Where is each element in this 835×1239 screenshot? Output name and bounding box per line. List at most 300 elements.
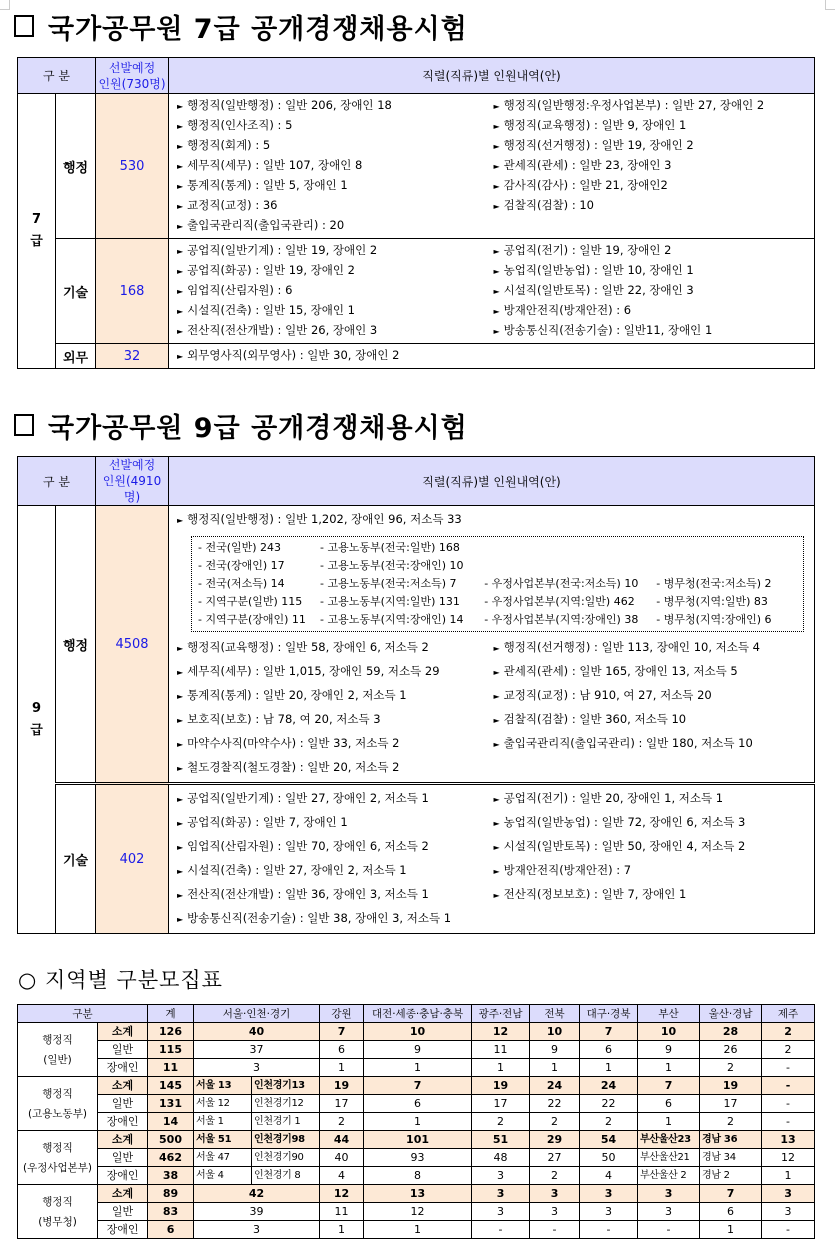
row-total: 89 <box>148 1185 194 1203</box>
region-cell: 24 <box>580 1077 638 1095</box>
region-cell: 24 <box>530 1077 580 1095</box>
list-item <box>177 136 494 156</box>
item-text: 관세직(관세) : 일반 165, 장애인 13, 저소득 5 <box>503 664 738 678</box>
region-cell: - <box>580 1221 638 1239</box>
list-item <box>494 96 811 116</box>
triangle-right-icon: ► <box>493 891 500 900</box>
metro-cell: 37 <box>194 1041 320 1059</box>
list-item <box>494 660 811 684</box>
header-quota <box>96 58 169 94</box>
region-cell: 19 <box>472 1077 530 1095</box>
row-total: 14 <box>148 1113 194 1131</box>
breakdown-row <box>198 539 797 557</box>
region-cell: 11 <box>320 1203 364 1221</box>
region-cell: 4 <box>320 1167 364 1185</box>
list-item <box>177 883 494 907</box>
breakdown-item <box>656 539 797 557</box>
list-item <box>494 732 811 756</box>
region-cell: 17 <box>320 1095 364 1113</box>
breakdown-item: - 우정사업본부(전국:저소득) 10 <box>484 577 639 590</box>
triangle-right-icon: ► <box>177 102 184 111</box>
item-text: 시설직(건축) : 일반 27, 장애인 2, 저소득 1 <box>187 863 407 877</box>
breakdown-item: - 병무청(전국:저소득) 2 <box>656 577 772 590</box>
region-cell: 26 <box>700 1041 762 1059</box>
region-cell: 4 <box>580 1167 638 1185</box>
item-text: 행정직(일반행정:우정사업본부) : 일반 27, 장애인 2 <box>503 98 765 112</box>
breakdown-item <box>484 539 656 557</box>
list-item <box>494 859 811 883</box>
row-type: 장애인 <box>98 1167 148 1185</box>
breakdown-item: - 병무청(지역:일반) 83 <box>656 595 768 608</box>
region-cell: 3 <box>472 1167 530 1185</box>
regional-data-row <box>18 1113 815 1131</box>
square-icon <box>14 15 34 37</box>
detail-right-col <box>494 636 811 780</box>
region-cell: 9 <box>364 1041 472 1059</box>
region-cell: - <box>472 1221 530 1239</box>
incheon-gyeonggi-cell: 인천경기13 <box>252 1077 320 1095</box>
triangle-right-icon: ► <box>177 668 184 677</box>
detail-left-col <box>177 346 494 366</box>
breakdown-item <box>656 557 797 575</box>
incheon-gyeonggi-cell: 인천경기 8 <box>252 1167 320 1185</box>
list-item <box>177 96 494 116</box>
list-item <box>177 660 494 684</box>
region-cell: 3 <box>638 1185 700 1203</box>
region-cell: 19 <box>320 1077 364 1095</box>
row-total: 115 <box>148 1041 194 1059</box>
list-item <box>494 281 811 301</box>
item-text: 농업직(일반농업) : 일반 10, 장애인 1 <box>503 263 694 277</box>
triangle-right-icon: ► <box>177 267 184 276</box>
breakdown-item: - 우정사업본부(지역:일반) 462 <box>484 595 635 608</box>
header-quota <box>96 457 169 506</box>
detail-left-col <box>177 241 494 341</box>
triangle-right-icon: ► <box>177 247 184 256</box>
list-item <box>177 216 494 236</box>
region-cell: 1 <box>530 1059 580 1077</box>
region-cell: 3 <box>762 1185 815 1203</box>
grade-number: 7 <box>31 212 42 227</box>
group-subname: (고용노동부) <box>28 1107 87 1120</box>
gyeongnam-cell: 경남 34 <box>700 1149 762 1167</box>
grade7-table <box>17 57 815 369</box>
triangle-right-icon: ► <box>177 182 184 191</box>
region-cell: 2 <box>320 1113 364 1131</box>
region-cell: 7 <box>364 1077 472 1095</box>
breakdown-item: - 지역구분(일반) 115 <box>198 595 303 608</box>
item-text: 시설직(일반토목) : 일반 22, 장애인 3 <box>503 283 694 297</box>
region-cell: - <box>762 1221 815 1239</box>
row-total: 83 <box>148 1203 194 1221</box>
detail-left-col <box>177 787 494 931</box>
list-item <box>494 156 811 176</box>
region-cell: 48 <box>472 1149 530 1167</box>
grade7-row-admin <box>18 94 815 239</box>
row-type: 소계 <box>98 1185 148 1203</box>
row-type: 소계 <box>98 1131 148 1149</box>
triangle-right-icon: ► <box>493 162 500 171</box>
region-cell: 13 <box>364 1185 472 1203</box>
region-cell: 12 <box>364 1203 472 1221</box>
breakdown-item: - 전국(장애인) 17 <box>198 559 285 572</box>
gyeongnam-cell: 경남 36 <box>700 1131 762 1149</box>
triangle-right-icon: ► <box>493 287 500 296</box>
list-item <box>177 708 494 732</box>
regional-data-row <box>18 1131 815 1149</box>
triangle-right-icon: ► <box>177 867 184 876</box>
regional-data-row <box>18 1059 815 1077</box>
list-item <box>177 301 494 321</box>
triangle-right-icon: ► <box>493 716 500 725</box>
region-cell: - <box>762 1095 815 1113</box>
triangle-right-icon: ► <box>177 287 184 296</box>
row-type: 장애인 <box>98 1059 148 1077</box>
incheon-gyeonggi-cell: 인천경기12 <box>252 1095 320 1113</box>
region-cell: 3 <box>530 1203 580 1221</box>
region-cell: 1 <box>472 1059 530 1077</box>
triangle-right-icon: ► <box>493 202 500 211</box>
item-text: 교정직(교정) : 36 <box>187 198 278 212</box>
item-text: 세무직(세무) : 일반 107, 장애인 8 <box>187 158 363 172</box>
metro-cell: 42 <box>194 1185 320 1203</box>
grade9-row-tech <box>18 784 815 934</box>
grade9-title <box>14 407 821 443</box>
group-name: 행정직 <box>42 1141 73 1154</box>
grade9-table <box>17 456 815 934</box>
item-text: 마약수사직(마약수사) : 일반 33, 저소득 2 <box>187 736 400 750</box>
metro-cell: 40 <box>194 1023 320 1041</box>
region-cell: 22 <box>530 1095 580 1113</box>
breakdown-row <box>198 593 797 611</box>
list-item <box>494 684 811 708</box>
detail-cell <box>169 344 815 369</box>
page-corner-right <box>825 0 835 10</box>
detail-right-col <box>494 96 811 236</box>
list-item <box>177 684 494 708</box>
category-cell: 행정 <box>56 94 96 239</box>
breakdown-row <box>198 611 797 629</box>
grade9-label <box>18 506 56 934</box>
region-cell: 17 <box>700 1095 762 1113</box>
metro-cell: 39 <box>194 1203 320 1221</box>
breakdown-item: - 전국(저소득) 14 <box>198 577 285 590</box>
list-item <box>177 156 494 176</box>
grade9-title-text: 국가공무원 9급 공개경쟁채용시험 <box>48 412 468 444</box>
region-cell: 6 <box>700 1203 762 1221</box>
triangle-right-icon: ► <box>493 327 500 336</box>
list-item <box>177 321 494 341</box>
region-cell: 6 <box>364 1095 472 1113</box>
triangle-right-icon: ► <box>493 644 500 653</box>
item-text: 관세직(관세) : 일반 23, 장애인 3 <box>503 158 672 172</box>
list-item <box>494 835 811 859</box>
breakdown-box <box>191 536 804 632</box>
item-text: 임업직(산림자원) : 6 <box>187 283 293 297</box>
list-item <box>177 508 810 532</box>
regional-data-row <box>18 1077 815 1095</box>
regional-title: ○ 지역별 구분모집표 <box>18 968 223 992</box>
quota-line1: 선발예정 <box>108 60 156 75</box>
list-item <box>177 636 494 660</box>
triangle-right-icon: ► <box>177 516 184 525</box>
triangle-right-icon: ► <box>177 222 184 231</box>
item-text: 통계직(통계) : 일반 5, 장애인 1 <box>187 178 348 192</box>
region-cell: 3 <box>472 1185 530 1203</box>
square-icon <box>14 414 34 436</box>
list-item <box>177 261 494 281</box>
row-type: 소계 <box>98 1023 148 1041</box>
item-text: 행정직(회계) : 5 <box>187 138 271 152</box>
triangle-right-icon: ► <box>493 267 500 276</box>
item-text: 전산직(전산개발) : 일반 26, 장애인 3 <box>187 323 378 337</box>
row-total: 11 <box>148 1059 194 1077</box>
region-cell: 1 <box>364 1221 472 1239</box>
seoul-cell: 서울 12 <box>194 1095 252 1113</box>
region-cell: 6 <box>638 1095 700 1113</box>
triangle-right-icon: ► <box>177 819 184 828</box>
region-cell: 29 <box>530 1131 580 1149</box>
triangle-right-icon: ► <box>493 819 500 828</box>
region-cell: - <box>762 1077 815 1095</box>
regional-data-row <box>18 1149 815 1167</box>
metro-cell: 3 <box>194 1059 320 1077</box>
region-cell: 3 <box>580 1185 638 1203</box>
seoul-cell: 서울 51 <box>194 1131 252 1149</box>
item-text: 전산직(전산개발) : 일반 36, 장애인 3, 저소득 1 <box>187 887 429 901</box>
detail-cell <box>169 94 815 239</box>
triangle-right-icon: ► <box>177 891 184 900</box>
item-text: 세무직(세무) : 일반 1,015, 장애인 59, 저소득 29 <box>187 664 440 678</box>
detail-right-col <box>494 241 811 341</box>
regional-header-row <box>18 1005 815 1023</box>
count-cell: 530 <box>96 94 169 239</box>
busan-cell: 부산울산23 <box>638 1131 700 1149</box>
region-cell: 11 <box>472 1041 530 1059</box>
region-cell: 6 <box>580 1041 638 1059</box>
row-total: 500 <box>148 1131 194 1149</box>
region-cell: 8 <box>364 1167 472 1185</box>
region-cell: 1 <box>320 1221 364 1239</box>
list-item <box>177 907 494 931</box>
detail-left-col <box>177 96 494 236</box>
region-cell: 17 <box>472 1095 530 1113</box>
region-cell: 54 <box>580 1131 638 1149</box>
region-cell: - <box>762 1059 815 1077</box>
triangle-right-icon: ► <box>493 182 500 191</box>
group-subname: (우정사업본부) <box>22 1161 93 1174</box>
header-category: 구 분 <box>18 457 96 506</box>
region-cell: 10 <box>364 1023 472 1041</box>
seoul-cell: 서울 47 <box>194 1149 252 1167</box>
grade7-header-row <box>18 58 815 94</box>
incheon-gyeonggi-cell: 인천경기 1 <box>252 1113 320 1131</box>
column-header: 계 <box>148 1005 194 1023</box>
region-cell: 3 <box>638 1203 700 1221</box>
header-detail: 직렬(직류)별 인원내역(안) <box>169 457 815 506</box>
region-cell: 9 <box>530 1041 580 1059</box>
column-header: 광주·전남 <box>472 1005 530 1023</box>
region-cell: 28 <box>700 1023 762 1041</box>
region-cell: 7 <box>580 1023 638 1041</box>
detail-right-col <box>494 787 811 931</box>
region-cell: 7 <box>320 1023 364 1041</box>
triangle-right-icon: ► <box>177 795 184 804</box>
list-item <box>494 301 811 321</box>
group-subname: (일반) <box>43 1053 72 1066</box>
row-total: 38 <box>148 1167 194 1185</box>
region-cell: 101 <box>364 1131 472 1149</box>
list-item <box>177 787 494 811</box>
row-total: 6 <box>148 1221 194 1239</box>
list-item <box>494 636 811 660</box>
detail-cell <box>169 784 815 934</box>
list-item <box>494 787 811 811</box>
list-item <box>494 708 811 732</box>
region-cell: 44 <box>320 1131 364 1149</box>
column-header: 울산·경남 <box>700 1005 762 1023</box>
item-text: 농업직(일반농업) : 일반 72, 장애인 6, 저소득 3 <box>503 815 746 829</box>
detail-left-col <box>177 636 494 780</box>
row-total: 462 <box>148 1149 194 1167</box>
row-type: 일반 <box>98 1203 148 1221</box>
count-cell: 168 <box>96 239 169 344</box>
group-name: 행정직 <box>42 1087 73 1100</box>
item-text: 보호직(보호) : 남 78, 여 20, 저소득 3 <box>187 712 381 726</box>
region-cell: 19 <box>700 1077 762 1095</box>
region-cell: - <box>530 1221 580 1239</box>
item-text: 방재안전직(방재안전) : 7 <box>503 863 632 877</box>
region-cell: 6 <box>320 1041 364 1059</box>
list-item <box>177 835 494 859</box>
region-cell: 1 <box>320 1059 364 1077</box>
breakdown-row <box>198 575 797 593</box>
regional-data-row <box>18 1221 815 1239</box>
list-item <box>177 176 494 196</box>
triangle-right-icon: ► <box>493 843 500 852</box>
region-cell: 50 <box>580 1149 638 1167</box>
item-text: 철도경찰직(철도경찰) : 일반 20, 저소득 2 <box>187 760 400 774</box>
breakdown-item: - 지역구분(장애인) 11 <box>198 613 306 626</box>
breakdown-item: - 고용노동부(전국:저소득) 7 <box>319 577 457 590</box>
region-cell: 1 <box>638 1113 700 1131</box>
breakdown-item: - 전국(일반) 243 <box>198 541 282 554</box>
item-text: 교정직(교정) : 남 910, 여 27, 저소득 20 <box>503 688 712 702</box>
quota-line2: 인원(730명) <box>98 76 166 91</box>
detail-cell <box>169 239 815 344</box>
item-text: 공업직(화공) : 일반 7, 장애인 1 <box>187 815 348 829</box>
region-cell: 3 <box>472 1203 530 1221</box>
list-item <box>494 321 811 341</box>
region-cell: 7 <box>638 1077 700 1095</box>
regional-table <box>17 1004 815 1239</box>
triangle-right-icon: ► <box>177 740 184 749</box>
region-cell: 1 <box>580 1059 638 1077</box>
group-name: 행정직 <box>42 1033 73 1046</box>
count-cell: 402 <box>96 784 169 934</box>
triangle-right-icon: ► <box>493 668 500 677</box>
triangle-right-icon: ► <box>493 692 500 701</box>
seoul-cell: 서울 4 <box>194 1167 252 1185</box>
detail-cell <box>169 506 815 784</box>
regional-data-row <box>18 1167 815 1185</box>
list-item <box>494 196 811 216</box>
item-text: 공업직(전기) : 일반 20, 장애인 1, 저소득 1 <box>503 791 724 805</box>
triangle-right-icon: ► <box>177 307 184 316</box>
triangle-right-icon: ► <box>177 644 184 653</box>
region-cell: 1 <box>700 1221 762 1239</box>
count-cell: 32 <box>96 344 169 369</box>
regional-data-row <box>18 1095 815 1113</box>
row-total: 131 <box>148 1095 194 1113</box>
item-text: 공업직(화공) : 일반 19, 장애인 2 <box>187 263 355 277</box>
list-item <box>177 281 494 301</box>
quota-line2: 인원(4910명) <box>102 474 162 504</box>
detail-right-col <box>494 346 811 366</box>
triangle-right-icon: ► <box>177 327 184 336</box>
regional-data-row <box>18 1023 815 1041</box>
region-cell: 40 <box>320 1149 364 1167</box>
group-label <box>18 1131 98 1185</box>
page-corner-left <box>0 0 10 10</box>
breakdown-item: - 고용노동부(지역:일반) 131 <box>319 595 460 608</box>
list-item <box>177 241 494 261</box>
breakdown-item <box>484 557 656 575</box>
region-cell: 3 <box>762 1203 815 1221</box>
list-item <box>177 116 494 136</box>
row-type: 일반 <box>98 1149 148 1167</box>
region-cell: 2 <box>530 1113 580 1131</box>
list-item <box>494 883 811 907</box>
item-text: 행정직(교육행정) : 일반 9, 장애인 1 <box>503 118 687 132</box>
list-item <box>177 196 494 216</box>
list-item <box>494 261 811 281</box>
list-item <box>494 241 811 261</box>
triangle-right-icon: ► <box>493 307 500 316</box>
grade7-row-tech <box>18 239 815 344</box>
region-cell: 1 <box>638 1059 700 1077</box>
region-cell: 51 <box>472 1131 530 1149</box>
list-item <box>494 811 811 835</box>
region-cell: 2 <box>762 1041 815 1059</box>
grade-unit: 급 <box>30 722 43 738</box>
item-text: 공업직(일반기계) : 일반 27, 장애인 2, 저소득 1 <box>187 791 429 805</box>
column-header: 전북 <box>530 1005 580 1023</box>
row-total: 126 <box>148 1023 194 1041</box>
item-text: 전산직(정보보호) : 일반 7, 장애인 1 <box>503 887 687 901</box>
row-type: 장애인 <box>98 1221 148 1239</box>
busan-cell: 부산울산 2 <box>638 1167 700 1185</box>
header-detail: 직렬(직류)별 인원내역(안) <box>169 58 815 94</box>
list-item <box>177 732 494 756</box>
list-item <box>494 176 811 196</box>
item-text: 방재안전직(방재안전) : 6 <box>503 303 632 317</box>
list-item <box>177 756 494 780</box>
triangle-right-icon: ► <box>177 162 184 171</box>
region-cell: 2 <box>700 1059 762 1077</box>
quota-line1: 선발예정 <box>108 458 156 472</box>
region-cell: 10 <box>530 1023 580 1041</box>
region-cell: 2 <box>580 1113 638 1131</box>
region-cell: 12 <box>472 1023 530 1041</box>
triangle-right-icon: ► <box>493 102 500 111</box>
triangle-right-icon: ► <box>177 202 184 211</box>
region-cell: 7 <box>700 1185 762 1203</box>
triangle-right-icon: ► <box>177 352 184 361</box>
group-subname: (병무청) <box>38 1215 77 1228</box>
region-cell: 9 <box>638 1041 700 1059</box>
breakdown-row <box>198 557 797 575</box>
